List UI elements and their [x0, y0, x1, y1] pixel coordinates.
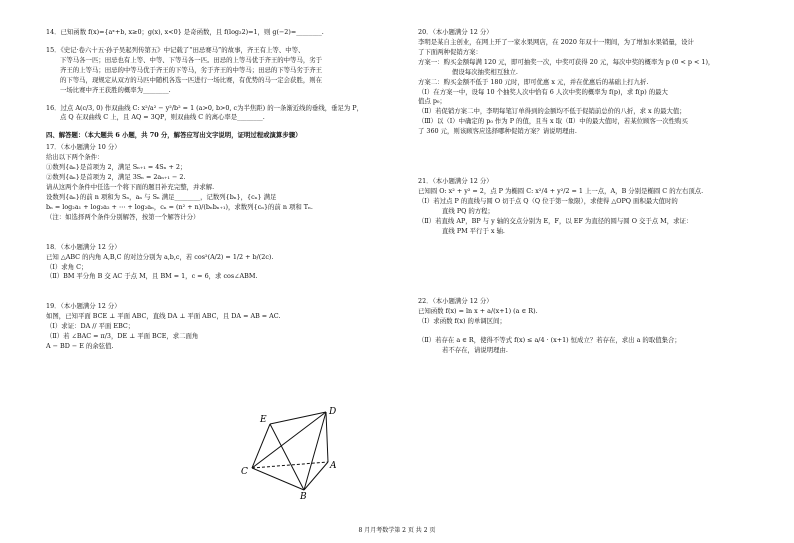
- q21-line: 已知圆 O: x² + y² = 2，点 P 为椭圆 C: x²/4 + y²/2 = 1 上一点，A，B 分别是椭圆 C 的左右顶点.: [418, 187, 704, 196]
- figure-label-d: D: [329, 407, 337, 417]
- q20-line: 值点 p₀；: [418, 97, 446, 106]
- q19-line: （Ⅱ）若 ∠BAC = π/3，DE ⊥ 平面 BCE，求二面角: [46, 332, 199, 341]
- q15-line: 的下等马，现规定从双方的马匹中随机各选一匹进行一场比赛，有优势的马一定会获胜，则在: [60, 75, 323, 84]
- q19-line: （Ⅰ）求证：DA // 平面 EBC；: [46, 322, 135, 331]
- q20-line: 了 360 元，则该顾客应选择哪种促销方案？请说明理由.: [418, 127, 577, 136]
- q17-line: 给出以下两个条件：: [46, 153, 104, 162]
- question-15: [46, 46, 388, 96]
- q21-line: 直线 PQ 的方程；: [442, 206, 494, 215]
- q19-line: 如图，已知平面 BCE ⊥ 平面 ABC，直线 DA ⊥ 平面 ABC，且 DA = AB = AC.: [46, 312, 281, 321]
- q21-line: （Ⅱ）若直线 AP，BP 与 y 轴的交点分别为 E，F，以 EF 为直径的圆与圆 O 交于点 M，求证：: [418, 216, 693, 225]
- question-18: [46, 243, 388, 283]
- q16-line: 16．过点 A(c/3, 0) 作双曲线 C: x²/a² − y²/b² = 1 (a>0, b>0, c为半焦距) 的一条渐近线的垂线，垂足为 P，: [46, 103, 363, 112]
- q20-line: （Ⅰ）在方案一中，设每 10 个抽奖人次中恰有 6 人次中奖的概率为 f(p)，求 f(p) 的最大: [418, 87, 668, 96]
- pyramid-figure: [238, 404, 338, 500]
- question-19: [46, 302, 388, 352]
- question-20: [418, 28, 770, 137]
- q17-line: （注：如选择两个条件分别解答，按第一个解答计分）: [46, 212, 200, 221]
- q19-line: A − BD − E 的余弦值.: [46, 342, 114, 351]
- q17-line: 设数列{aₙ}的前 n 项和为 Sₙ，aₙ 与 Sₙ 满足________，记数列{bₙ}，{cₙ} 满足: [46, 192, 277, 201]
- section-heading-4: 四、解答题：（本大题共 6 小题，共 70 分，解答应写出文字说明，证明过程或演算步骤）: [46, 131, 302, 140]
- q17-line: 17．（本小题满分 10 分）: [46, 143, 121, 152]
- q20-line: 假设每次抽奖相互独立.: [452, 67, 518, 76]
- q18-line: 18．（本小题满分 12 分）: [46, 242, 121, 251]
- question-14: 14．已知函数 f(x)={aˣ+b, x≥0；g(x), x<0} 是奇函数，且 f(log₂2)=1，则 g(−2)=________.: [46, 28, 324, 36]
- q17-line: ①数列{aₙ}是首项为 2，满足 Sₙ₊₁ = 4Sₙ + 2；: [46, 163, 187, 172]
- q18-line: （Ⅰ）求角 C；: [46, 262, 88, 271]
- q21-line: 21．（本小题满分 12 分）: [418, 177, 493, 186]
- right-column: [418, 28, 770, 364]
- q15-line: 15．《史记·卷六十五·孙子吴起列传第五》中记载了“田忌赛马”的故事，齐王有上等、中等、: [46, 45, 305, 54]
- q15-line: 下等马各一匹；田忌也有上等、中等、下等马各一匹。田忌的上等马优于齐王的中等马，劣于: [60, 55, 323, 64]
- question-21: [418, 177, 770, 237]
- q18-line: 已知 △ABC 的内角 A,B,C 的对边分别为 a,b,c，若 cos²(A/2) = 1/2 + b/(2c).: [46, 252, 274, 261]
- q22-line: 已知函数 f(x) = ln x + a/(x+1) (a ∈ R).: [418, 306, 538, 315]
- q19-line: 19．（本小题满分 12 分）: [46, 302, 121, 311]
- q22-line: 若不存在，请说明理由.: [442, 346, 508, 355]
- q15-line: 齐王的上等马；田忌的中等马优于齐王的下等马，劣于齐王的中等马；田忌的下等马劣于齐王: [60, 65, 323, 74]
- q20-line: （Ⅲ）以（Ⅰ）中确定的 p₀ 作为 P 的值，且当 x 取（Ⅱ）中的最大值时，若某位顾客一次性购买: [418, 117, 688, 126]
- figure-label-c: C: [241, 467, 248, 477]
- q22-line: （Ⅰ）求函数 f(x) 的单调区间；: [418, 316, 506, 325]
- q17-line: bₙ = log₂a₁ + log₂a₂ + ⋯ + log₂aₙ，cₙ = (n² + n)/(bₙbₙ₊₁)，求数列{cₙ}的前 n 项和 Tₙ.: [46, 202, 313, 211]
- figure-label-a: A: [330, 461, 337, 471]
- question-22: [418, 297, 770, 357]
- q21-line: 直线 PM 平行于 x 轴.: [442, 226, 505, 235]
- question-17: [46, 143, 388, 222]
- q20-line: 20．（本小题满分 12 分）: [418, 28, 493, 36]
- q20-line: （Ⅱ）若促销方案二中，李明每笔订单得到的金额均不低于促销前总价的八折，求 x 的最大值；: [418, 107, 686, 116]
- question-16: [46, 104, 388, 124]
- left-column: [46, 28, 388, 360]
- figure-label-b: B: [300, 492, 307, 500]
- q18-line: （Ⅱ）BM 平分角 B 交 AC 于点 M，且 BM = 1，c = 6，求 cos∠ABM.: [46, 272, 258, 281]
- q22-line: 22．（本小题满分 12 分）: [418, 296, 493, 305]
- q17-line: 请从这两个条件中任选一个将下面的题目补充完整，并求解.: [46, 182, 215, 191]
- q21-line: （Ⅰ）若过点 P 的直线与圆 O 切于点 Q（Q 位于第一象限），求使得 △OPQ 面积最大值时的: [418, 196, 678, 205]
- q22-line: （Ⅱ）若存在 a ∈ R，使得不等式 f(x) ≤ a/4 · (x+1) 恒成立？若存在，求出 a 的取值集合；: [418, 336, 681, 345]
- q20-line: 了下面两种促销方案：: [418, 47, 482, 56]
- page-footer: 8 月月考数学第 2 页 共 2 页: [358, 527, 436, 534]
- q15-line: 一场比赛中齐王获胜的概率为________.: [60, 85, 171, 94]
- figure-label-e: E: [260, 415, 267, 425]
- q16-line: 点 Q 在双曲线 C 上，且 AQ = 3QP，则双曲线 C 的离心率是________.: [60, 113, 265, 122]
- q20-line: 方案二：购买金额不低于 180 元时，即可优惠 x 元，并在优惠后的基础上打九折.: [418, 77, 649, 86]
- q20-line: 方案一：购买金额每满 120 元，即可抽奖一次，中奖可获得 20 元，每次中奖的概率为 p (0 < p < 1)，: [418, 57, 715, 66]
- q17-line: ②数列{aₙ}是首项为 2，满足 3Sₙ = 2aₙ₊₁ − 2.: [46, 173, 186, 182]
- q20-line: 李明是某自主创业，在网上开了一家水果网店，在 2020 年双十一期间，为了增加水果销量，设计: [418, 37, 694, 46]
